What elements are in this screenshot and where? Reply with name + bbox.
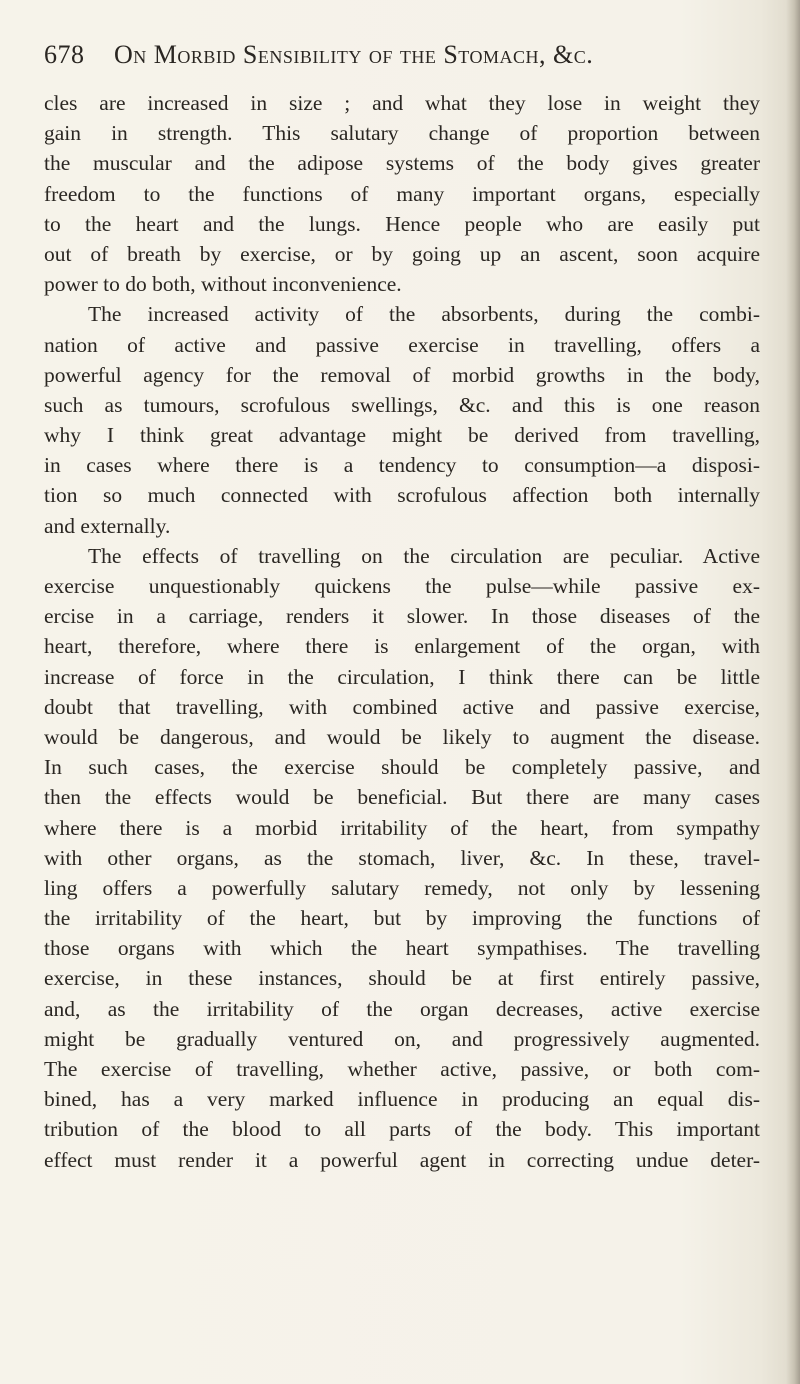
text-line: tribution of the blood to all parts of the body. This important [44,1117,760,1142]
text-line: powerful agency for the removal of morbid growths in the body, [44,362,760,387]
text-line: power to do both, without inconvenience. [44,272,402,297]
page-number: 678 [44,40,85,69]
text-line: tion so much connected with scrofulous affection both internally [44,483,760,508]
text-line: cles are increased in size ; and what they lose in weight they [44,91,760,115]
text-line: exercise, in these instances, should be at first entirely passive, [44,966,760,991]
text-line: gain in strength. This salutary change of proportion between [44,121,760,146]
body-text [44,88,760,1175]
text-line: would be dangerous, and would be likely to augment the disease. [44,724,760,749]
text-line: In such cases, the exercise should be completely passive, and [44,755,760,780]
text-line: the muscular and the adipose systems of the body gives greater [44,151,760,176]
text-line: in cases where there is a tendency to consumption—a disposi- [44,453,760,478]
running-title: On Morbid Sensibility of the Stomach, &c. [114,40,594,69]
text-line: to the heart and the lungs. Hence people who are easily put [44,211,760,236]
text-line: The exercise of travelling, whether active, passive, or both com- [44,1057,760,1081]
page-edge-shadow [786,0,800,1384]
text-line: those organs with which the heart sympathises. The travelling [44,936,760,961]
text-line: ling offers a powerfully salutary remedy, not only by lessening [44,875,760,900]
text-line: The effects of travelling on the circulation are peculiar. Active [88,543,760,568]
text-line: such as tumours, scrofulous swellings, &c. and this is one reason [44,392,760,417]
text-line: bined, has a very marked influence in producing an equal dis- [44,1087,760,1112]
text-line: why I think great advantage might be derived from travelling, [44,423,760,448]
text-line: nation of active and passive exercise in travelling, offers a [44,332,760,357]
text-line: with other organs, as the stomach, liver, &c. In these, travel- [44,845,760,870]
text-line: and externally. [44,513,171,538]
text-line: heart, therefore, where there is enlargement of the organ, with [44,634,760,659]
text-line: then the effects would be beneficial. But there are many cases [44,785,760,810]
page-header [44,40,774,80]
text-line: freedom to the functions of many important organs, especially [44,181,760,206]
text-line: out of breath by exercise, or by going up an ascent, soon acquire [44,241,760,266]
text-line: The increased activity of the absorbents, during the combi- [88,302,760,327]
text-line: might be gradually ventured on, and progressively augmented. [44,1026,760,1051]
text-line: increase of force in the circulation, I think there can be little [44,664,760,689]
text-line: exercise unquestionably quickens the pulse—while passive ex- [44,574,760,598]
text-line: effect must render it a powerful agent in correcting undue deter- [44,1147,760,1172]
text-line: the irritability of the heart, but by improving the functions of [44,906,760,931]
text-line: ercise in a carriage, renders it slower. In those diseases of the [44,604,760,629]
text-line: where there is a morbid irritability of the heart, from sympathy [44,815,760,840]
text-line: doubt that travelling, with combined active and passive exercise, [44,694,760,719]
text-line: and, as the irritability of the organ decreases, active exercise [44,996,760,1021]
